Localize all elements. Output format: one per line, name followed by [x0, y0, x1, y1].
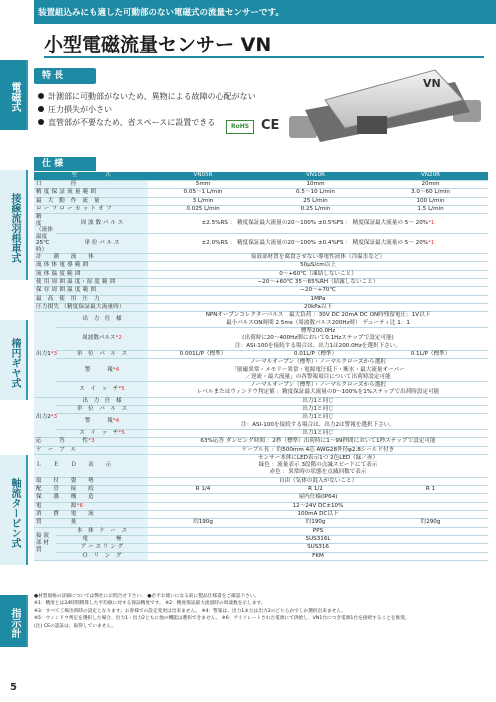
page-title: 小型電磁流量センサー VN — [44, 34, 272, 56]
table-row: 質 量 約190g 約190g 約290g — [34, 519, 488, 527]
product-image — [285, 60, 485, 150]
table-row: 取 付 姿 勢 自由（気体の混入がないこと） — [34, 477, 488, 485]
table-row: 周波数パルス*2 標準200.0Hz (出荷時に20～400Hz間において0.1Hzステップで設定可能) 注：ASI-100を接続する場合は、出力1は200.0Hzを選択下さい。 — [34, 327, 488, 350]
feature-item: 直管部が不要なため、省スペースに設置できる — [38, 116, 278, 129]
spec-table — [34, 172, 488, 561]
table-row: 消 費 電 流 100mA DC以下 — [34, 511, 488, 519]
table-row: 配 管 接 続 R 1/4 R 1/2 R 1 — [34, 486, 488, 494]
spec-header-row: 型 式 VN05R VN10R VN20R — [34, 172, 488, 181]
table-row: 使 用 周 囲 温 度・湿 度 範 囲 −20～+60℃ 35～85%RH（結露しないこと） — [34, 279, 488, 287]
product-brand-label: VN — [423, 77, 441, 90]
table-row: 計 測 流 体 接液部材質を腐食させない導電性液体（冷温水など） — [34, 254, 488, 262]
table-row: Ｏ リ ン グ FKM — [34, 552, 488, 560]
table-row: ア ー ス リ ン グ SUS316 — [34, 544, 488, 552]
rohs-badge: RoHS — [226, 120, 254, 134]
table-row: ケ ー ブ ル ケーブル長 ：約500mm 4芯 AWG28外径φ2.8シールド付き — [34, 446, 488, 454]
table-row: 保 護 構 造 屋内仕様(IP64) — [34, 494, 488, 502]
header-band-text: 装置組込みにも適した可動部のない電磁式の流量センサーです。 — [38, 8, 284, 18]
side-tab-indicator[interactable]: 指示計 — [0, 595, 28, 647]
table-row: 最 高 使 用 圧 力 1MPa — [34, 295, 488, 303]
table-row: 精 度 （流体温度 25℃時） 周 波 数 パ ル ス ±2.5%RS ： 精度保証最大流量の20～100% ±0.5%FS ： 精度保証最大流量の 5～ 20%*1 — [34, 214, 488, 234]
table-row: 電 源*6 12～24V DC±10% — [34, 502, 488, 510]
footnote: ●材質規格の詳細については弊社にお問合せ下さい。 ●必ずお使いになる前に製品仕様書をご確認下さい。 — [34, 594, 260, 599]
table-row: 流 体 温 度 範 囲 0～+60℃（凍結しないこと） — [34, 270, 488, 278]
footnotes — [34, 593, 492, 630]
table-row: 警 報*4 出力1と同じ 注：ASI-100を接続する場合は、出力2は警報を選択下さい。 — [34, 414, 488, 430]
header-band — [34, 0, 496, 24]
table-row: 精 度 保 証 流 量 範 囲 0.05～1 L/min 0.5～10 L/min 3.0～60 L/min — [34, 189, 488, 197]
spec-heading: 仕 様 — [34, 157, 96, 171]
side-tab-bar — [0, 0, 28, 702]
table-row: 出力1*3 出 力 仕 様 NPNオープンコレクターパルス 最大負荷 ：30V DC 20mA DC ON時残留電圧：1V以下 最小パルスON時間 2.5ms（周波数パルス200Hz時） デューティ比 1：1 — [34, 312, 488, 328]
feature-item: 圧力損失が小さい — [38, 103, 278, 116]
side-tab-oval-gear[interactable]: 楕円ギヤ式 — [0, 320, 28, 400]
feature-item: 計測部に可動部がないため、異物による故障の心配がない — [38, 90, 278, 103]
footnote: ※1：精度とは24時間積算した平均値に対する保証精度です。 ※2：精度保証最大流量時の周波数を示します。 — [34, 601, 266, 607]
table-row: 流 体 体 電 導 範 囲 50μS/cm以上 — [34, 262, 488, 270]
side-tab-turbine[interactable]: 軸流タービン式 — [0, 455, 28, 565]
table-row: ス イ ッ チ*5 出力1と同じ — [34, 429, 488, 437]
table-row: Ｌ Ｅ Ｄ 表 示 センサー本体にLED表示1つ 2色LED（緑／赤） 緑色 ：流量表示 3段階の点滅スピードにて表示 赤色 ：異常時の状態を点滅回数で表示 — [34, 454, 488, 477]
footnote: ※5：ウィンドウ判定を選択した場合、出力1・出力2ともに他の機能は選択できません。 ※6：アイソレートされた電源にて供給し、VN1台につき電源1台を接続することを推奨。 — [34, 616, 410, 622]
table-row: 単 位 パ ル ス 0.001L/P（標準） 0.01L/P（標準） 0.1L/P（標準） — [34, 350, 488, 358]
table-row: 保 存 周 囲 温 度 範 囲 −20～+70℃ — [34, 287, 488, 295]
features-heading: 特 長 — [34, 68, 96, 84]
side-tab-tangential[interactable]: 接線流羽根車式 — [0, 170, 28, 280]
table-row: 電 極 SUS316L — [34, 535, 488, 543]
table-row: 接 液 部 材 質 本 体 ケ ー ス PPS — [34, 527, 488, 535]
table-row: 出力2*3 出 力 仕 様 出力1と同じ — [34, 397, 488, 405]
table-row: 単 位 パ ル ス ±2.0%RS ： 精度保証最大流量の20～100% ±0.4%FS ： 精度保証最大流量の 5～ 20%*1 — [34, 234, 488, 254]
table-row: 最 大 動 作 流 量 3 L/min 25 L/min 100 L/min — [34, 197, 488, 205]
footnote: ※3：すべて工場出荷時の設定となります。お客様での設定変更は出来ません。 ※4：警報は、出力1または出力2のどちらかでしか選択出来ません。 — [34, 608, 346, 614]
title-divider — [44, 56, 484, 58]
table-row: 応 答 性*3 63%応答 ダンピング時間 ：2秒（標準）出荷時に1～99秒間において1秒ステップで設定可能 — [34, 438, 488, 446]
table-row: ス イ ッ チ*5 ノーマルオープン（標準）・ノーマルクローズから選択 レベルまたはウィンドウ判定値 ：精度保証最大流量の0～100%を1%ステップで出荷時設定可能 — [34, 382, 488, 398]
table-row: ロ ー フ ロ ー カ ッ ト オ フ 0.025 L/min 0.25 L/min 1.5 L/min — [34, 205, 488, 213]
table-row: 警 報*4 ノーマルオープン（標準）・ノーマルクローズから選択 「励磁異常・メモリー異常・電源電圧低下・断水・最大流量オーバー ／逆流・最大流量」の各警報項目について出荷時設定可能 — [34, 359, 488, 382]
table-row: 圧力損失 （精度保証最大流量時） 20kPa以下 — [34, 303, 488, 311]
footnote: (注) CEの認証は、取得していません。 — [34, 623, 116, 629]
table-row: 口 径 5mm 10mm 20mm — [34, 181, 488, 189]
side-tab-electromagnetic[interactable]: 電磁式 — [0, 60, 28, 130]
ce-mark: CE — [261, 118, 280, 133]
table-row: 単 位 パ ル ス 出力1と同じ — [34, 406, 488, 414]
page-number: 5 — [10, 682, 17, 693]
